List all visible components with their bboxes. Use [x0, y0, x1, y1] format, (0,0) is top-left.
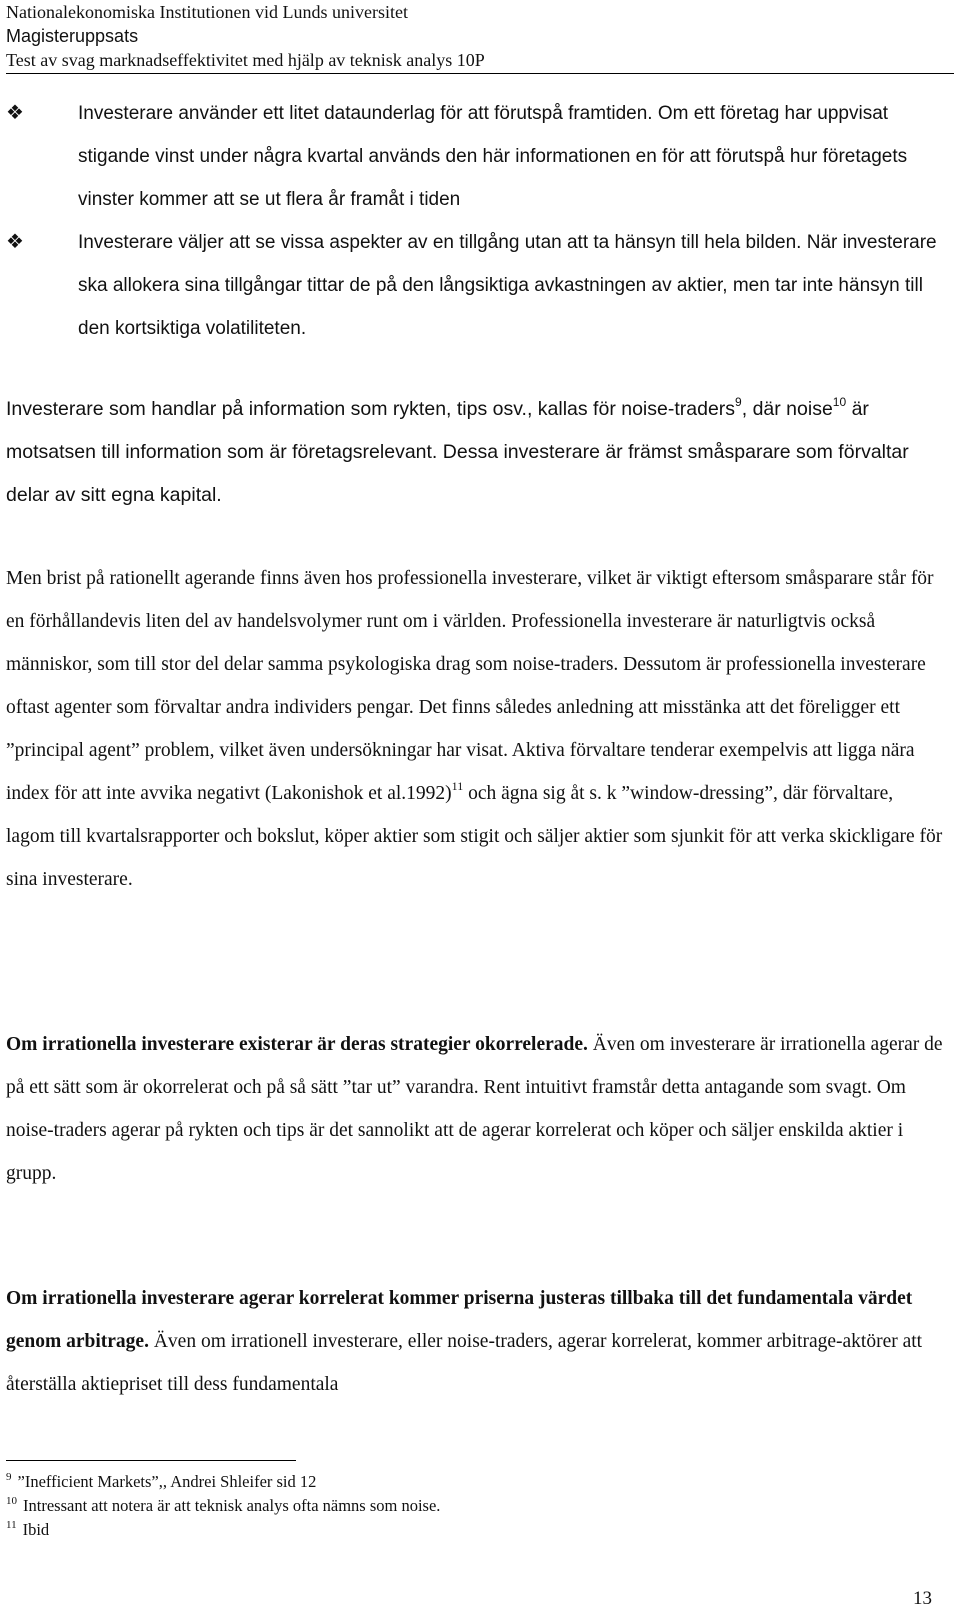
text-run: Investerare som handlar på information som rykten, tips osv., kallas för noise-traders [6, 398, 736, 420]
paragraph-professional-investors [6, 557, 946, 901]
header-thesis-title: Test av svag marknadseffektivitet med hjälp av teknisk analys 10P [6, 50, 485, 70]
footnote-ref[interactable]: 10 [832, 395, 847, 409]
footnote-divider [6, 1460, 296, 1461]
footnote-text: Intressant att notera är att teknisk analys ofta nämns som noise. [23, 1496, 441, 1515]
footnote-number: 9 [6, 1471, 12, 1483]
footnote-item [6, 1518, 906, 1542]
page-number: 13 [913, 1588, 932, 1609]
diamond-bullet-icon: ❖ [6, 102, 24, 124]
text-run: Även om investerare är irrationella agerar de på ett sätt som är okorrelerat och på så sätt ”tar ut” varandra. Rent intuitivt framstår detta antagande som svagt. Om noise-traders agerar på rykten och tips är det sannolikt att de agerar korrelerat och köper och säljer enskilda aktier i grupp. [6, 1034, 943, 1184]
text-run: Även om irrationell investerare, eller noise-traders, agerar korrelerat, kommer arbitrage-aktörer att återställa aktiepriset till dess fundamentala [6, 1331, 923, 1395]
paragraph-lead-bold: Om irrationella investerare existerar är deras strategier okorrelerade. [6, 1034, 588, 1055]
paragraph-uncorrelated-strategies [6, 1023, 946, 1195]
text-run: Men brist på rationellt agerande finns även hos professionella investerare, vilket är viktigt eftersom småsparare står för en förhållandevis liten del av handelsvolymer runt om i världen. Professionella investerare är naturligtvis också människor, som till stor del delar samma psykologiska drag som noise-traders. Dessutom är professionella investerare oftast agenter som förvaltar andra individers pengar. Det finns således anledning att misstänka att det föreligger ett ”principal agent” problem, vilket även undersökningar har visat. Aktiva förvaltare tenderar exempelvis att ligga nära index för att inte avvika negativt (Lakonishok et al.1992) [6, 568, 934, 804]
paragraph-lead-bold: Om irrationella investerare agerar korrelerat kommer priserna justeras tillbaka till det fundamentala värdet genom arbitrage. [6, 1288, 913, 1352]
footnote-number: 10 [6, 1495, 17, 1507]
list-item [6, 221, 946, 350]
footnote-ref[interactable]: 9 [735, 395, 742, 409]
footnotes [6, 1470, 906, 1542]
footnote-text: ”Inefficient Markets”,, Andrei Shleifer sid 12 [17, 1472, 317, 1491]
footnote-item [6, 1470, 906, 1494]
running-header [6, 0, 954, 74]
text-run: och ägna sig åt s. k ”window-dressing”, där förvaltare, lagom till kvartalsrapporter och bokslut, köper aktier som stigit och säljer aktier som sjunkit för att verka skickligare för sina investerare. [6, 783, 943, 890]
list-item [6, 92, 946, 221]
bullet-list [6, 92, 946, 350]
diamond-bullet-icon: ❖ [6, 231, 24, 253]
bullet-text: Investerare använder ett litet dataunderlag för att förutspå framtiden. Om ett företag har uppvisat stigande vinst under några kvartal används den här informationen en för att förutspå hur företagets vinster kommer att se ut flera år framåt i tiden [78, 103, 908, 210]
paragraph-noise-traders [6, 388, 946, 517]
header-thesis-type: Magisteruppsats [6, 26, 139, 46]
text-run: , där noise [741, 398, 833, 420]
text-run: är motsatsen till information som är företagsrelevant. Dessa investerare är främst småsparare som förvaltar delar av sitt egna kapital. [6, 398, 909, 506]
header-institution: Nationalekonomiska Institutionen vid Lunds universitet [6, 2, 408, 22]
footnote-item [6, 1494, 906, 1518]
bullet-text: Investerare väljer att se vissa aspekter av en tillgång utan att ta hänsyn till hela bilden. När investerare ska allokera sina tillgångar tittar de på den långsiktiga avkastningen av aktier, men tar inte hänsyn till den kortsiktiga volatiliteten. [78, 232, 937, 339]
footnote-text: Ibid [22, 1520, 50, 1539]
footnote-number: 11 [6, 1519, 17, 1531]
paragraph-arbitrage [6, 1277, 946, 1406]
footnote-ref[interactable]: 11 [451, 779, 464, 793]
